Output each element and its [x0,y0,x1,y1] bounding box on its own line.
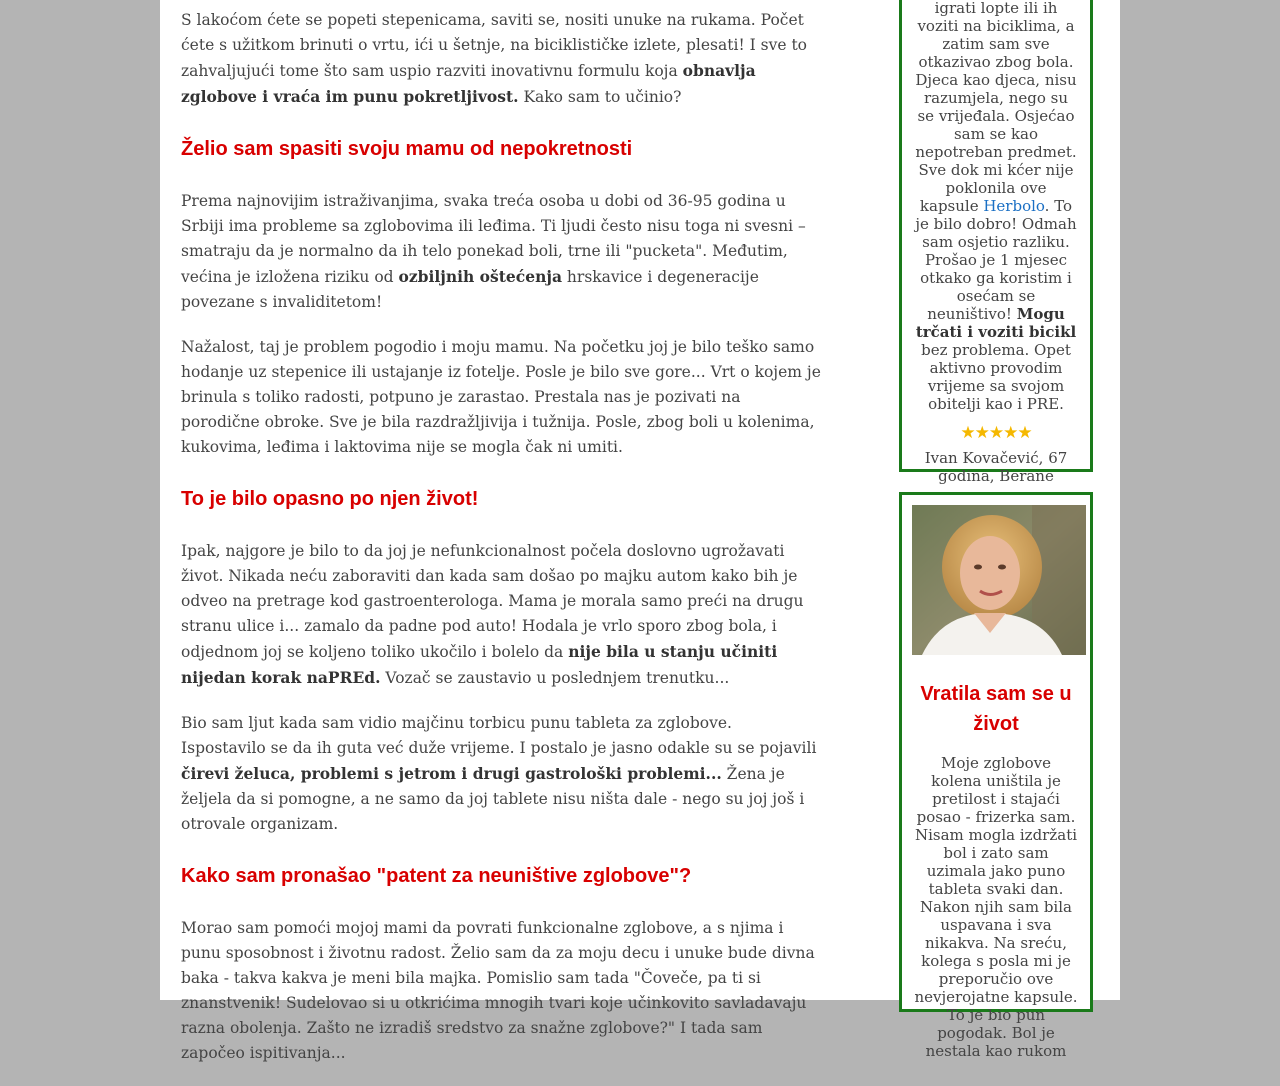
section-heading: Želio sam spasiti svoju mamu od nepokretnosti [181,138,633,160]
paragraph: Nažalost, taj je problem pogodio i moju mamu. Na početku joj je bilo teško samo hodanje uz stepenice ili ustajanje iz fotelje. Posle je bilo sve gore... Vrt o kojem je brinula s toliko radosti, potpuno je zarastao. Prestala nas je pozivati na porodične obroke. Sve je bila razdražljivija i tužnija. Posle, zbog boli u kolenima, kukovima, leđima i laktovima nije se mogla čak ni umiti. [181,338,821,456]
paragraph-text: S lakoćom ćete se popeti stepenicama, saviti se, nositi unuke na rukama. Počet ćete s užitkom brinuti o vrtu, ići u šetnje, na biciklističke izlete, plesati! I sve to zahvaljujući tome što sam uspio razviti inovativnu formulu koja [181,11,808,80]
paragraph: Morao sam pomoći mojoj mami da povrati funkcionalne zglobove, a s njima i punu sposobnost i životnu radost. Želio sam da za moju decu i unuke bude divna baka - takva kakva je meni bila majka. Pomislio sam tada "Čoveče, pa ti si znanstvenik! Sudelovao si u otkrićima mnogih tvari koje učinkovito savladavaju razna obolenja. Zašto ne izradiš sredstvo za snažne zglobove?" I tada sam započeo ispitivanja... [181,919,815,1062]
product-link[interactable]: Herbolo [983,197,1045,215]
paragraph-text: Žena je željela da si pomogne, a ne samo da joj tablete nisu ništa dale - nego su joj još i otrovale organizam. [181,765,805,833]
testimonial-text: Moje zglobove kolena uništila je pretilost i stajaći posao - frizerka sam. Nisam mogla izdržati bol i zato sam uzimala jako puno tableta svaki dan. Nakon njih sam bila uspavana i sva nikakva. Na sreću, kolega s posla mi je preporučio ove nevjerojatne kapsule. To je bio pun pogodak. Bol je nestala kao rukom [914,754,1078,1060]
article-body [181,8,821,1086]
testimonial-photo [912,505,1086,655]
paragraph [181,711,821,837]
testimonial-card [899,492,1093,1060]
testimonial-text [902,0,1090,413]
testimonial-text-part: bez problema. Opet aktivno provodim vrijeme sa svojom obitelji kao i PRE. [921,341,1071,413]
paragraph-text: Vozač se zaustavio u poslednjem trenutku... [380,669,730,687]
paragraph-text: Ipak, najgore je bilo to da joj je nefunkcionalnost počela doslovno ugrožavati život. Nikada neću zaboraviti dan kada sam došao po majku autom kako bih je odveo na pretrage kod gastroenterologa. Mama je morala samo preći na drugu stranu ulice i... zamalo da padne pod auto! Hodala je vrlo sporo zbog bola, i odjednom joj se koljeno toliko ukočilo i bolelo da [181,542,804,661]
paragraph-bold: ozbiljnih oštećenja [398,267,562,286]
testimonial-card [899,0,1093,485]
woman-portrait-icon [912,505,1086,655]
section-heading: To je bilo opasno po njen život! [181,488,479,510]
page [160,0,1120,1062]
testimonial-text-part: igrati lopte ili ih voziti na biciklima, a zatim sam sve otkazivao zbog bola. Djeca kao djeca, nisu razumjela, nego su se vrijeđala. Osjećao sam se kao nepotreban predmet. Sve dok mi kćer nije poklonila ove kapsule [915,0,1077,215]
testimonial-author: Ivan Kovačević, 67 godina, Berane [924,449,1068,485]
paragraph-text: Prema najnovijim istraživanjima, svaka treća osoba u dobi od 36-95 godina u Srbiji ima probleme sa zglobovima ili leđima. Ti ljudi često nisu toga ni svesni – smatraju da je normalno da ih telo ponekad boli, trne ili "pucketa". Međutim, većina je izložena riziku od [181,192,806,286]
testimonial-bold: Mogu trčati i voziti bicikl [915,305,1077,341]
paragraph-bold: nije bila u stanju učiniti nijedan korak naPREd. [181,642,778,687]
paragraph-text: Bio sam ljut kada sam vidio majčinu torbicu punu tableta za zglobove. Ispostavilo se da ih guta već duže vrijeme. I postalo je jasno odakle su se pojavili [181,714,817,757]
section-heading: Kako sam pronašao "patent za neuništive zglobove"? [181,865,692,887]
paragraph-text: Kako sam to učinio? [518,88,682,106]
testimonial-text-part: . To je bilo dobro! Odmah sam osjetio razliku. Prošao je 1 mjesec otkako ga koristim i osećam se neuništivo! [915,197,1077,323]
paragraph [181,189,821,315]
paragraph [181,539,821,691]
paragraph [181,8,821,110]
rating-stars-icon: ★★★★★ [960,423,1032,443]
paragraph-text: hrskavice i degeneracije povezane s invaliditetom! [181,268,759,311]
paragraph-bold: obnavlja zglobove i vraća im punu pokretljivost. [181,61,756,106]
paragraph-bold: čirevi želuca, problemi s jetrom i drugi gastrološki problemi... [181,764,722,783]
testimonial-title: Vratila sam se u život [920,683,1072,735]
